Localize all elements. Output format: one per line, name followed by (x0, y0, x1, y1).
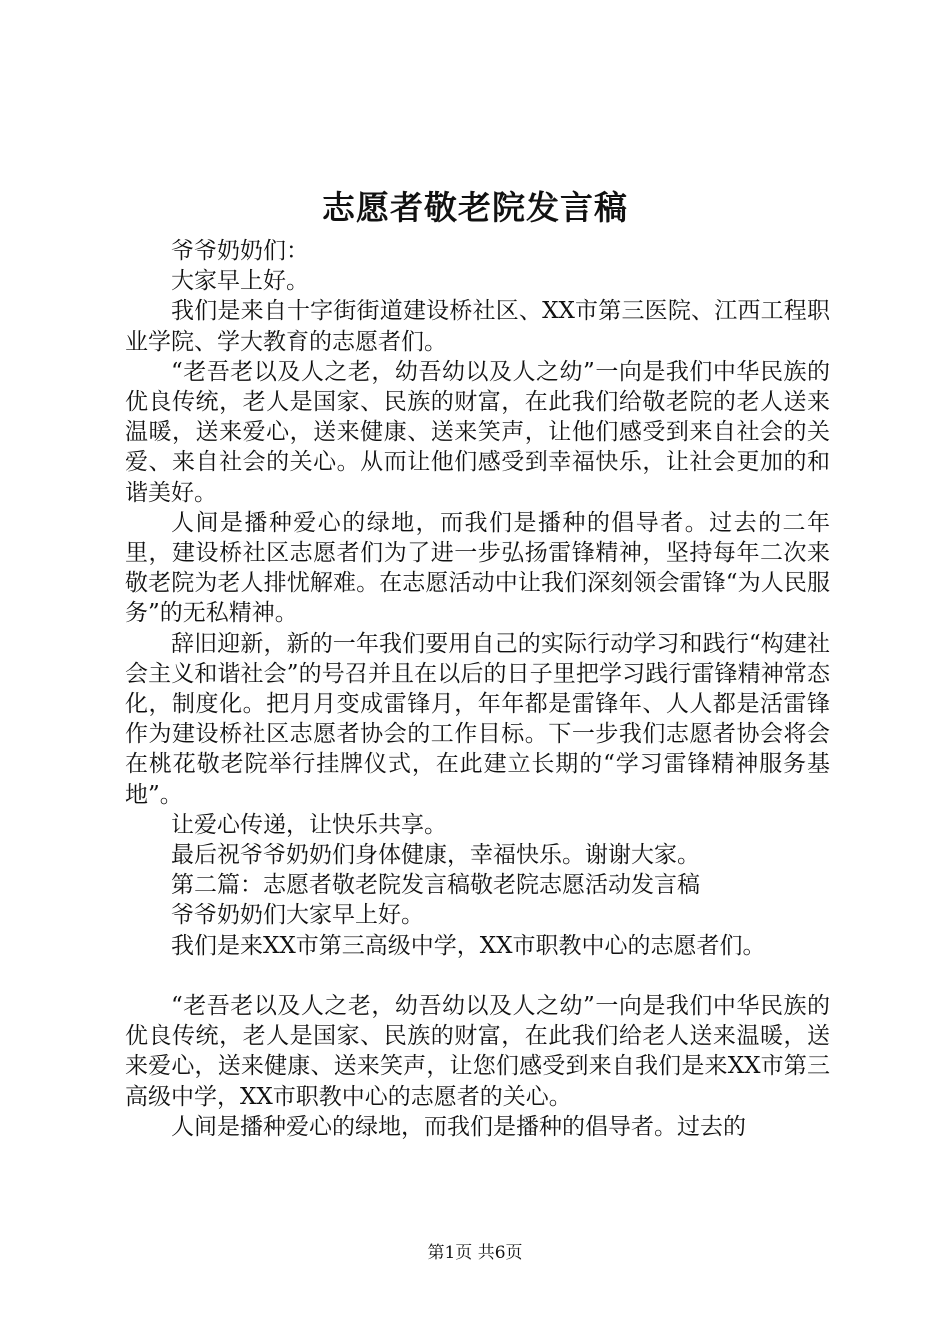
paragraph-greeting: 爷爷奶奶们： (171, 238, 309, 264)
paragraph-tradition-2: “老吾老以及人之老，幼吾幼以及人之幼”一向是我们中华民族的优良传统，老人是国家、民族的财富，在此我们给老人送来温暖，送来爱心，送来健康、送来笑声，让您们感受到来自我们是来XX市第三高级中学，XX市职教中心的志愿者的关心。 (125, 993, 830, 1110)
paragraph-second-title: 第二篇：志愿者敬老院发言稿敬老院志愿活动发言稿 (171, 872, 700, 899)
paragraph-greeting-2: 爷爷奶奶们大家早上好。 (171, 902, 424, 929)
paragraph-good-morning: 大家早上好。 (171, 268, 309, 295)
page-footer: 第1页 共6页 (427, 1243, 523, 1263)
paragraph-tradition: “老吾老以及人之老，幼吾幼以及人之幼”一向是我们中华民族的优良传统，老人是国家、民族的财富，在此我们给敬老院的老人送来温暖，送来爱心，送来健康、送来笑声，让他们感受到来自社会的关爱、来自社会的关心。从而让他们感受到幸福快乐，让社会更加的和谐美好。 (125, 358, 830, 506)
paragraph-closing: 最后祝爷爷奶奶们身体健康，幸福快乐。谢谢大家。 (171, 842, 700, 869)
blank-line (125, 961, 830, 991)
paragraph-share-joy: 让爱心传递，让快乐共享。 (171, 811, 447, 838)
document-title: 志愿者敬老院发言稿 (322, 188, 628, 227)
paragraph-introduction: 我们是来自十字街街道建设桥社区、XX市第三医院、江西工程职业学院、学大教育的志愿者们。 (125, 298, 830, 355)
paragraph-introduction-2: 我们是来XX市第三高级中学，XX市职教中心的志愿者们。 (171, 932, 766, 959)
paragraph-sowing-love-2: 人间是播种爱心的绿地，而我们是播种的倡导者。过去的 (171, 1113, 746, 1140)
paragraph-sowing-love: 人间是播种爱心的绿地，而我们是播种的倡导者。过去的二年里，建设桥社区志愿者们为了进一步弘扬雷锋精神，坚持每年二次来敬老院为老人排忧解难。在志愿活动中让我们深刻领会雷锋“为人民服务”的无私精神。 (125, 509, 830, 627)
document-body (125, 236, 830, 1142)
paragraph-new-year: 辞旧迎新，新的一年我们要用自己的实际行动学习和践行“构建社会主义和谐社会”的号召并且在以后的日子里把学习践行雷锋精神常态化，制度化。把月月变成雷锋月，年年都是雷锋年、人人都是活雷锋作为建设桥社区志愿者协会的工作目标。下一步我们志愿者协会将会在桃花敬老院举行挂牌仪式，在此建立长期的“学习雷锋精神服务基地”。 (125, 630, 830, 808)
